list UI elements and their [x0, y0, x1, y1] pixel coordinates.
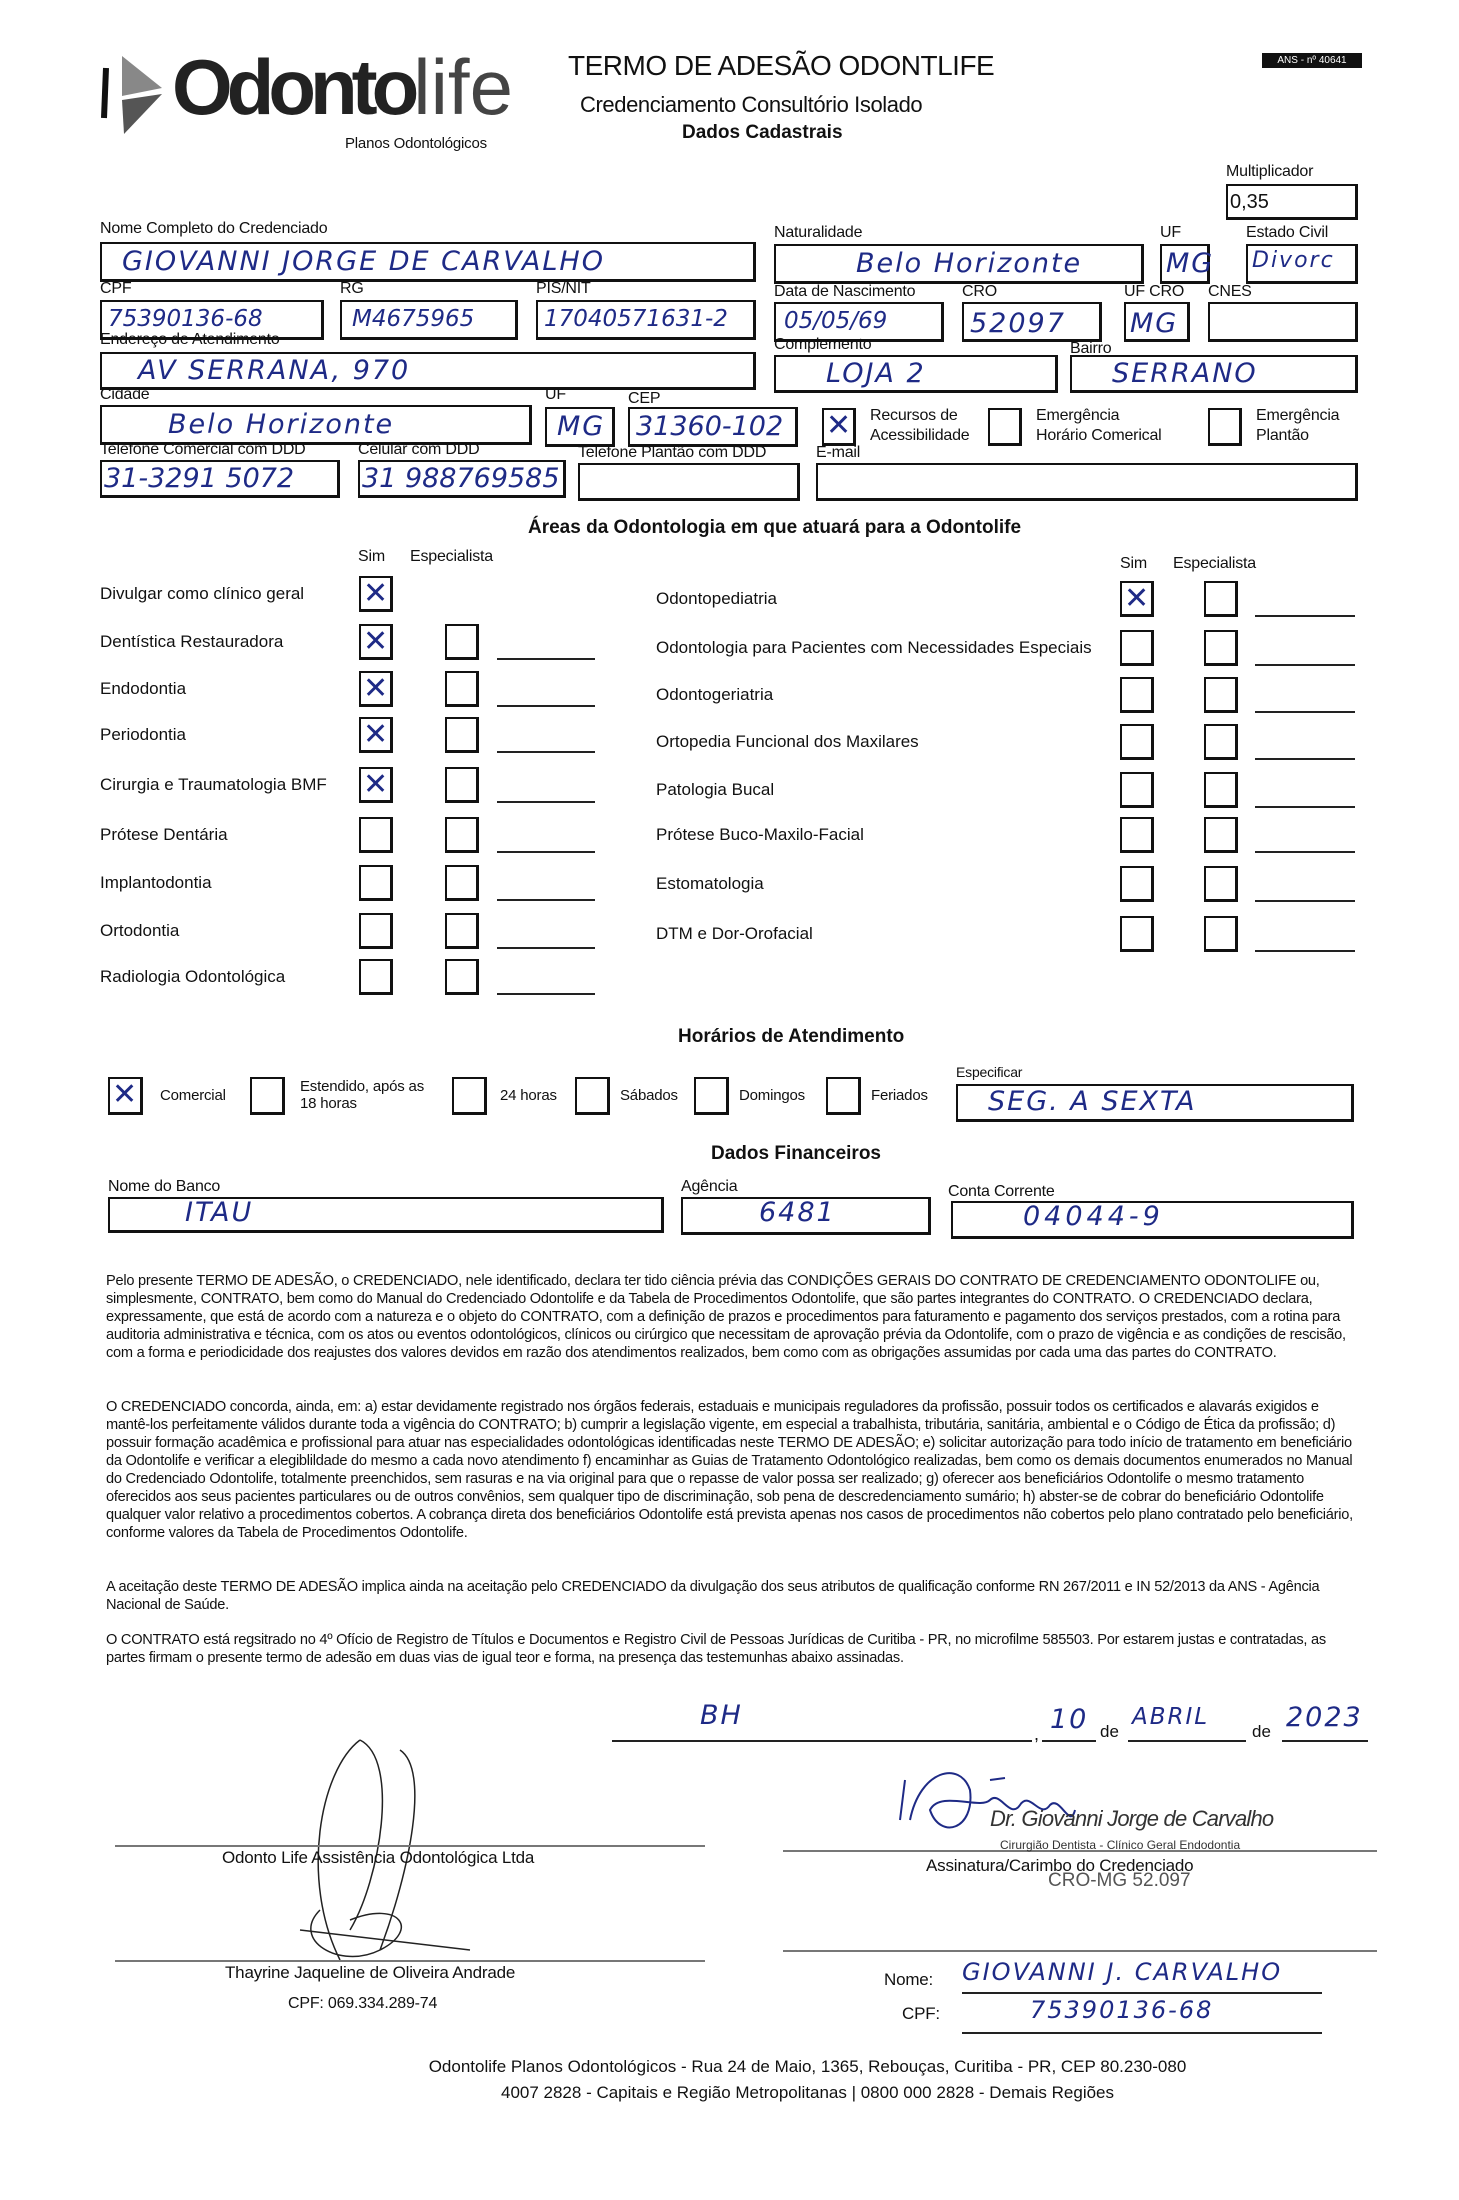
area-right-sim-checkbox[interactable] — [1120, 866, 1154, 902]
area-left-especialista-line — [497, 851, 595, 853]
horario-label-3: Sábados — [620, 1087, 678, 1104]
tel-comercial-label: Telefone Comercial com DDD — [100, 441, 306, 458]
horario-label-0: Comercial — [160, 1087, 226, 1104]
area-right-especialista-checkbox[interactable] — [1204, 630, 1238, 666]
rg-value: M4675965 — [352, 306, 475, 332]
nascimento-value: 05/05/69 — [784, 308, 888, 334]
area-right-especialista-line — [1255, 615, 1355, 617]
banco-label: Nome do Banco — [108, 1178, 221, 1195]
mes-value: ABRIL — [1132, 1704, 1210, 1730]
recurso-label-0: Recursos de Acessibilidade — [870, 407, 970, 444]
area-left-label: Implantodontia — [100, 873, 212, 892]
cnes-field[interactable] — [1208, 302, 1358, 342]
conta-value: 04044-9 — [1023, 1201, 1164, 1232]
witness-cpf: CPF: 069.334.289-74 — [288, 1995, 438, 2012]
area-right-label: Odontogeriatria — [656, 685, 774, 704]
especialista-header-left: Especialista — [410, 548, 493, 565]
area-left-label: Radiologia Odontológica — [100, 967, 286, 986]
cnes-label: CNES — [1208, 283, 1252, 300]
paragraph-aceitacao: A aceitação deste TERMO DE ADESÃO implica ainda na aceitação pelo CREDENCIADO da divulgação dos seus atributos de qualificação conforme RN 267/2011 e IN 52/2013 da ANS - Agência Nacional de Saúde. — [106, 1579, 1320, 1613]
nascimento-label: Data de Nascimento — [774, 283, 916, 300]
area-left-sim-checkbox[interactable] — [359, 913, 393, 949]
horario-checkbox-4[interactable] — [694, 1077, 729, 1115]
cep-field[interactable] — [628, 407, 798, 447]
cpf-label: CPF — [100, 280, 132, 297]
especialista-header-right: Especialista — [1173, 555, 1256, 572]
area-left-sim-checkbox[interactable] — [359, 717, 393, 753]
recurso-checkbox-0[interactable] — [822, 408, 856, 446]
area-right-sim-checkbox[interactable] — [1120, 817, 1154, 853]
endereco-label: Endereço de Atendimento — [100, 331, 280, 348]
area-left-especialista-line — [497, 801, 595, 803]
signatory-cpf-label: CPF: — [902, 2004, 940, 2023]
area-left-label: Prótese Dentária — [100, 825, 228, 844]
cro-field[interactable] — [962, 302, 1102, 342]
area-left-sim-checkbox[interactable] — [359, 959, 393, 995]
area-right-especialista-checkbox[interactable] — [1204, 772, 1238, 808]
area-right-especialista-checkbox[interactable] — [1204, 677, 1238, 713]
credenciado-signature-label: Assinatura/Carimbo do Credenciado — [926, 1856, 1194, 1875]
local-line — [612, 1740, 1032, 1742]
signatory-nome-label: Nome: — [884, 1970, 934, 1989]
complemento-field[interactable] — [774, 355, 1058, 393]
signatory-nome-value: GIOVANNI J. CARVALHO — [962, 1958, 1283, 1986]
logo-subtitle: Planos Odontológicos — [345, 135, 487, 152]
section-title: Dados Cadastrais — [682, 122, 843, 143]
logo-mark-icon — [100, 48, 180, 138]
area-right-especialista-line — [1255, 711, 1355, 713]
signatory-cpf-value: 75390136-68 — [1030, 1996, 1214, 2024]
email-field[interactable] — [816, 463, 1358, 501]
area-right-especialista-checkbox[interactable] — [1204, 916, 1238, 952]
celular-field[interactable] — [358, 460, 566, 498]
area-left-especialista-checkbox[interactable] — [445, 717, 479, 753]
conta-label: Conta Corrente — [948, 1183, 1055, 1200]
paragraph-concorda: O CREDENCIADO concorda, ainda, em: a) estar devidamente registrado nos órgãos federais, estaduais e municipais reguladores da profissão, possuir todos os certificados e alavarás exigidos e mantê-los perfeitamente válidos durante toda a vigência do CONTRATO; b) cumprir a legislação vigente, em especial a trabalhista, tributária, sanitária, ambiental e o Código de Ética da profissão; d) possuir formação acadêmica e profissional para atuar nas especialidades odontológicas identificadas neste TERMO DE ADESÃO; e) solicitar autorização para todo início de tratamento em beneficiário da Odontolife e verificar a elegiblildade do mesmo a cada novo atendimento f) encaminhar as Guias de Tratamento Odontológico realizadas, bem como os demais documentos enumerados no Manual do Credenciado Odontolife, totalmente preenchidos, sem rasuras e na via original para que o repasse de valor possa ser realizado; g) oferecer aos beneficiários Odontolife o mesmo tratamento oferecidos aos seus pacientes particulares ou de outros convênios, sem qualquer tipo de discriminação, sob pena de descredenciamento sumário; h) abster-se de cobrar do beneficiário Odontolife qualquer valor relativo a procedimentos cobertos. A cobrança direta dos beneficiários Odontolife está prevista apenas nos casos de procedimentos não cobertos pelo plano contratado pelo beneficiário, conforme valores da Tabela de Procedimentos Odontolife. — [106, 1399, 1353, 1541]
odontolife-logo: Odontolife — [100, 48, 510, 138]
witness-signature-line — [115, 1960, 705, 1962]
cidade-field[interactable] — [100, 405, 532, 445]
area-right-label: DTM e Dor-Orofacial — [656, 924, 813, 943]
rg-label: RG — [340, 280, 364, 297]
signatory-nome-line — [962, 1992, 1322, 1994]
area-right-especialista-line — [1255, 950, 1355, 952]
footer-address: Odontolife Planos Odontológicos - Rua 24 de Maio, 1365, Rebouças, Curitiba - PR, CEP 80.230-080 — [428, 2057, 1187, 2076]
footer-phones: 4007 2828 - Capitais e Região Metropolitanas | 0800 000 2828 - Demais Regiões — [500, 2083, 1115, 2102]
especificar-field[interactable] — [956, 1084, 1354, 1122]
banco-value: ITAU — [185, 1197, 254, 1228]
area-right-sim-checkbox[interactable] — [1120, 630, 1154, 666]
area-left-especialista-checkbox[interactable] — [445, 959, 479, 995]
area-right-especialista-line — [1255, 758, 1355, 760]
complemento-value: LOJA 2 — [826, 358, 926, 389]
multiplicador-label: Multiplicador — [1226, 163, 1314, 180]
endereco-value: AV SERRANA, 970 — [138, 355, 411, 386]
horario-label-4: Domingos — [739, 1087, 805, 1104]
area-right-label: Odontopediatria — [656, 589, 777, 608]
estado-civil-field[interactable] — [1246, 244, 1358, 284]
celular-label: Celular com DDD — [358, 441, 480, 458]
sim-header-left: Sim — [358, 548, 385, 565]
recurso-label-2: Emergência Plantão — [1256, 407, 1340, 444]
nome-top-line — [783, 1950, 1377, 1952]
nome-label: Nome Completo do Credenciado — [100, 220, 328, 237]
area-right-especialista-checkbox[interactable] — [1204, 724, 1238, 760]
area-left-sim-checkbox[interactable] — [359, 576, 393, 612]
ans-badge: ANS - nº 40641 — [1262, 53, 1362, 68]
recurso-checkbox-2[interactable] — [1208, 408, 1242, 446]
area-left-sim-checkbox[interactable] — [359, 624, 393, 660]
uf-field[interactable] — [1160, 244, 1215, 284]
area-left-especialista-line — [497, 947, 595, 949]
complemento-label: Complemento — [774, 336, 872, 353]
area-right-especialista-checkbox[interactable] — [1204, 866, 1238, 902]
recurso-checkbox-1[interactable] — [988, 408, 1022, 446]
paragraph-termo: Pelo presente TERMO DE ADESÃO, o CREDENCIADO, nele identificado, declara ter tido ciência prévia das CONDIÇÕES GERAIS DO CONTRATO DE CREDENCIAMENTO ODONTOLIFE ou, simplesmente, CONTRATO, bem como do Manual do Credenciado Odontolife e da Tabela de Procedimentos Odontolife, que são partes integrantes do CONTRATO. O CREDENCIADO declara, expressamente, que está de acordo com a natureza e o objeto do CONTRATO, com a definição de prazos e procedimentos para faturamento e pagamento dos serviços prestados, com a rotina para auditoria administrativa e técnica, com os atos ou eventos odontológicos, clínicos ou cirúrgico que necessitam de aprovação prévia da Odontolife, com o prazo de vigência e as condições de rescisão, com a forma e periodicidade dos reajustes dos valores devidos em razão dos atendimentos realizados, bem como com as obrigações assumidas por cada uma das partes do CONTRATO. — [106, 1273, 1346, 1361]
horario-label-5: Feriados — [871, 1087, 928, 1104]
cro-label: CRO — [962, 283, 997, 300]
email-label: E-mail — [816, 444, 861, 461]
area-left-label: Periodontia — [100, 725, 187, 744]
nome-value: GIOVANNI JORGE DE CARVALHO — [122, 246, 605, 277]
area-left-especialista-line — [497, 751, 595, 753]
area-right-label: Ortopedia Funcional dos Maxilares — [656, 732, 919, 751]
area-right-especialista-line — [1255, 851, 1355, 853]
area-left-especialista-line — [497, 899, 595, 901]
area-right-sim-checkbox[interactable] — [1120, 724, 1154, 760]
area-right-label: Odontologia para Pacientes com Necessidades Especiais — [656, 638, 1092, 657]
de-label-2: de — [1252, 1722, 1271, 1741]
area-right-especialista-line — [1255, 900, 1355, 902]
agencia-label: Agência — [681, 1178, 738, 1195]
especificar-value: SEG. A SEXTA — [988, 1086, 1197, 1117]
pis-value: 17040571631-2 — [544, 306, 728, 332]
banco-field[interactable] — [108, 1197, 664, 1233]
area-left-especialista-checkbox[interactable] — [445, 671, 479, 707]
cep-value: 31360-102 — [636, 411, 784, 442]
horario-label-2: 24 horas — [500, 1087, 557, 1104]
area-right-label: Estomatologia — [656, 874, 764, 893]
tel-comercial-field[interactable] — [100, 460, 340, 498]
area-right-sim-checkbox[interactable] — [1120, 916, 1154, 952]
cidade-value: Belo Horizonte — [168, 409, 395, 440]
company-name: Odonto Life Assistência Odontológica Ltda — [222, 1848, 535, 1867]
area-left-sim-checkbox[interactable] — [359, 767, 393, 803]
dia-line — [1042, 1740, 1096, 1742]
tel-comercial-value: 31-3291 5072 — [104, 463, 295, 494]
area-left-especialista-checkbox[interactable] — [445, 767, 479, 803]
uf-cro-field[interactable] — [1124, 302, 1190, 342]
comma: , — [1034, 1724, 1040, 1744]
area-right-especialista-checkbox[interactable] — [1204, 581, 1238, 617]
tel-plantao-field[interactable] — [578, 463, 800, 501]
area-left-label: Dentística Restauradora — [100, 632, 284, 651]
area-left-especialista-checkbox[interactable] — [445, 913, 479, 949]
especificar-label: Especificar — [956, 1064, 1023, 1080]
uf2-field[interactable] — [545, 407, 615, 447]
area-left-label: Endodontia — [100, 679, 187, 698]
cep-label: CEP — [628, 390, 661, 407]
agencia-field[interactable] — [681, 1197, 931, 1235]
dia-value: 10 — [1050, 1704, 1089, 1735]
pis-label: PIS/NIT — [536, 280, 591, 297]
stamp-name: Dr. Giovanni Jorge de Carvalho — [990, 1806, 1274, 1831]
area-left-especialista-line — [497, 658, 595, 660]
uf2-label: UF — [545, 386, 566, 403]
area-left-sim-checkbox[interactable] — [359, 671, 393, 707]
stamp-role: Cirurgião Dentista - Clínico Geral Endodontia — [1000, 1838, 1241, 1852]
horario-checkbox-3[interactable] — [575, 1077, 610, 1115]
naturalidade-field[interactable] — [774, 244, 1144, 284]
uf-cro-value: MG — [1130, 308, 1179, 339]
form-subtitle: Credenciamento Consultório Isolado — [580, 92, 923, 117]
areas-title: Áreas da Odontologia em que atuará para a Odontolife — [528, 517, 1022, 538]
nome-field[interactable] — [100, 242, 756, 282]
uf-cro-label: UF CRO — [1124, 283, 1185, 300]
horario-checkbox-0[interactable] — [108, 1077, 143, 1115]
pis-field[interactable] — [536, 300, 756, 340]
local-value: BH — [700, 1700, 743, 1731]
naturalidade-value: Belo Horizonte — [856, 248, 1083, 279]
area-left-sim-checkbox[interactable] — [359, 865, 393, 901]
rg-field[interactable] — [340, 300, 518, 340]
area-left-label: Divulgar como clínico geral — [100, 584, 305, 603]
uf-value: MG — [1166, 248, 1215, 279]
area-left-especialista-checkbox[interactable] — [445, 865, 479, 901]
horario-label-1: Estendido, após as 18 horas — [300, 1078, 424, 1112]
signatory-cpf-line — [962, 2032, 1322, 2034]
paragraph-contrato: O CONTRATO está regsitrado no 4º Ofício de Registro de Títulos e Documentos e Registro Civil de Pessoas Jurídicas de Curitiba - PR, no microfilme 585503. Por estarem justas e contratadas, as partes firmam o presente termo de adesão em duas vias de igual teor e forma, na presença das testemunhas abaixo assinadas. — [106, 1632, 1326, 1666]
tel-plantao-label: Telefone Plantão com DDD — [578, 444, 767, 461]
area-right-sim-checkbox[interactable] — [1120, 581, 1154, 617]
mes-line — [1128, 1740, 1246, 1742]
naturalidade-label: Naturalidade — [774, 224, 863, 241]
area-right-label: Patologia Bucal — [656, 780, 775, 799]
estado-civil-label: Estado Civil — [1246, 224, 1329, 241]
horarios-title: Horários de Atendimento — [678, 1026, 905, 1047]
horario-checkbox-2[interactable] — [452, 1077, 487, 1115]
multiplicador-value: 0,35 — [1230, 191, 1269, 213]
stamp-cro: CRO-MG 52.097 — [1048, 1870, 1191, 1891]
area-left-label: Ortodontia — [100, 921, 180, 940]
area-right-especialista-line — [1255, 806, 1355, 808]
cidade-label: Cidade — [100, 386, 150, 403]
cro-value: 52097 — [970, 308, 1066, 339]
area-left-sim-checkbox[interactable] — [359, 817, 393, 853]
area-left-especialista-checkbox[interactable] — [445, 817, 479, 853]
bairro-label: Bairro — [1070, 340, 1112, 357]
agencia-value: 6481 — [759, 1197, 836, 1228]
horario-checkbox-5[interactable] — [826, 1077, 861, 1115]
area-left-especialista-line — [497, 993, 595, 995]
endereco-field[interactable] — [100, 352, 756, 390]
area-left-label: Cirurgia e Traumatologia BMF — [100, 775, 327, 794]
uf2-value: MG — [557, 411, 606, 442]
area-right-especialista-checkbox[interactable] — [1204, 817, 1238, 853]
company-signature-line — [115, 1845, 705, 1847]
ano-value: 2023 — [1286, 1702, 1363, 1733]
recurso-label-1: Emergência Horário Comerical — [1036, 407, 1162, 444]
area-left-especialista-line — [497, 705, 595, 707]
multiplicador-field[interactable] — [1226, 184, 1358, 220]
estado-civil-value: Divorc — [1252, 248, 1335, 273]
area-right-especialista-line — [1255, 664, 1355, 666]
bairro-field[interactable] — [1070, 355, 1358, 393]
horario-checkbox-1[interactable] — [250, 1077, 285, 1115]
area-right-sim-checkbox[interactable] — [1120, 772, 1154, 808]
de-label-1: de — [1100, 1722, 1119, 1741]
bairro-value: SERRANO — [1112, 358, 1258, 389]
ano-line — [1282, 1740, 1368, 1742]
area-left-especialista-checkbox[interactable] — [445, 624, 479, 660]
financeiro-title: Dados Financeiros — [711, 1143, 881, 1164]
sim-header-right: Sim — [1120, 555, 1147, 572]
uf-label: UF — [1160, 224, 1181, 241]
form-title: TERMO DE ADESÃO ODONTLIFE — [568, 50, 995, 81]
celular-value: 31 988769585 — [362, 463, 560, 494]
cpf-value: 75390136-68 — [108, 306, 263, 332]
area-right-sim-checkbox[interactable] — [1120, 677, 1154, 713]
conta-field[interactable] — [951, 1201, 1354, 1239]
witness-name: Thayrine Jaqueline de Oliveira Andrade — [225, 1963, 516, 1982]
area-right-label: Prótese Buco-Maxilo-Facial — [656, 825, 864, 844]
